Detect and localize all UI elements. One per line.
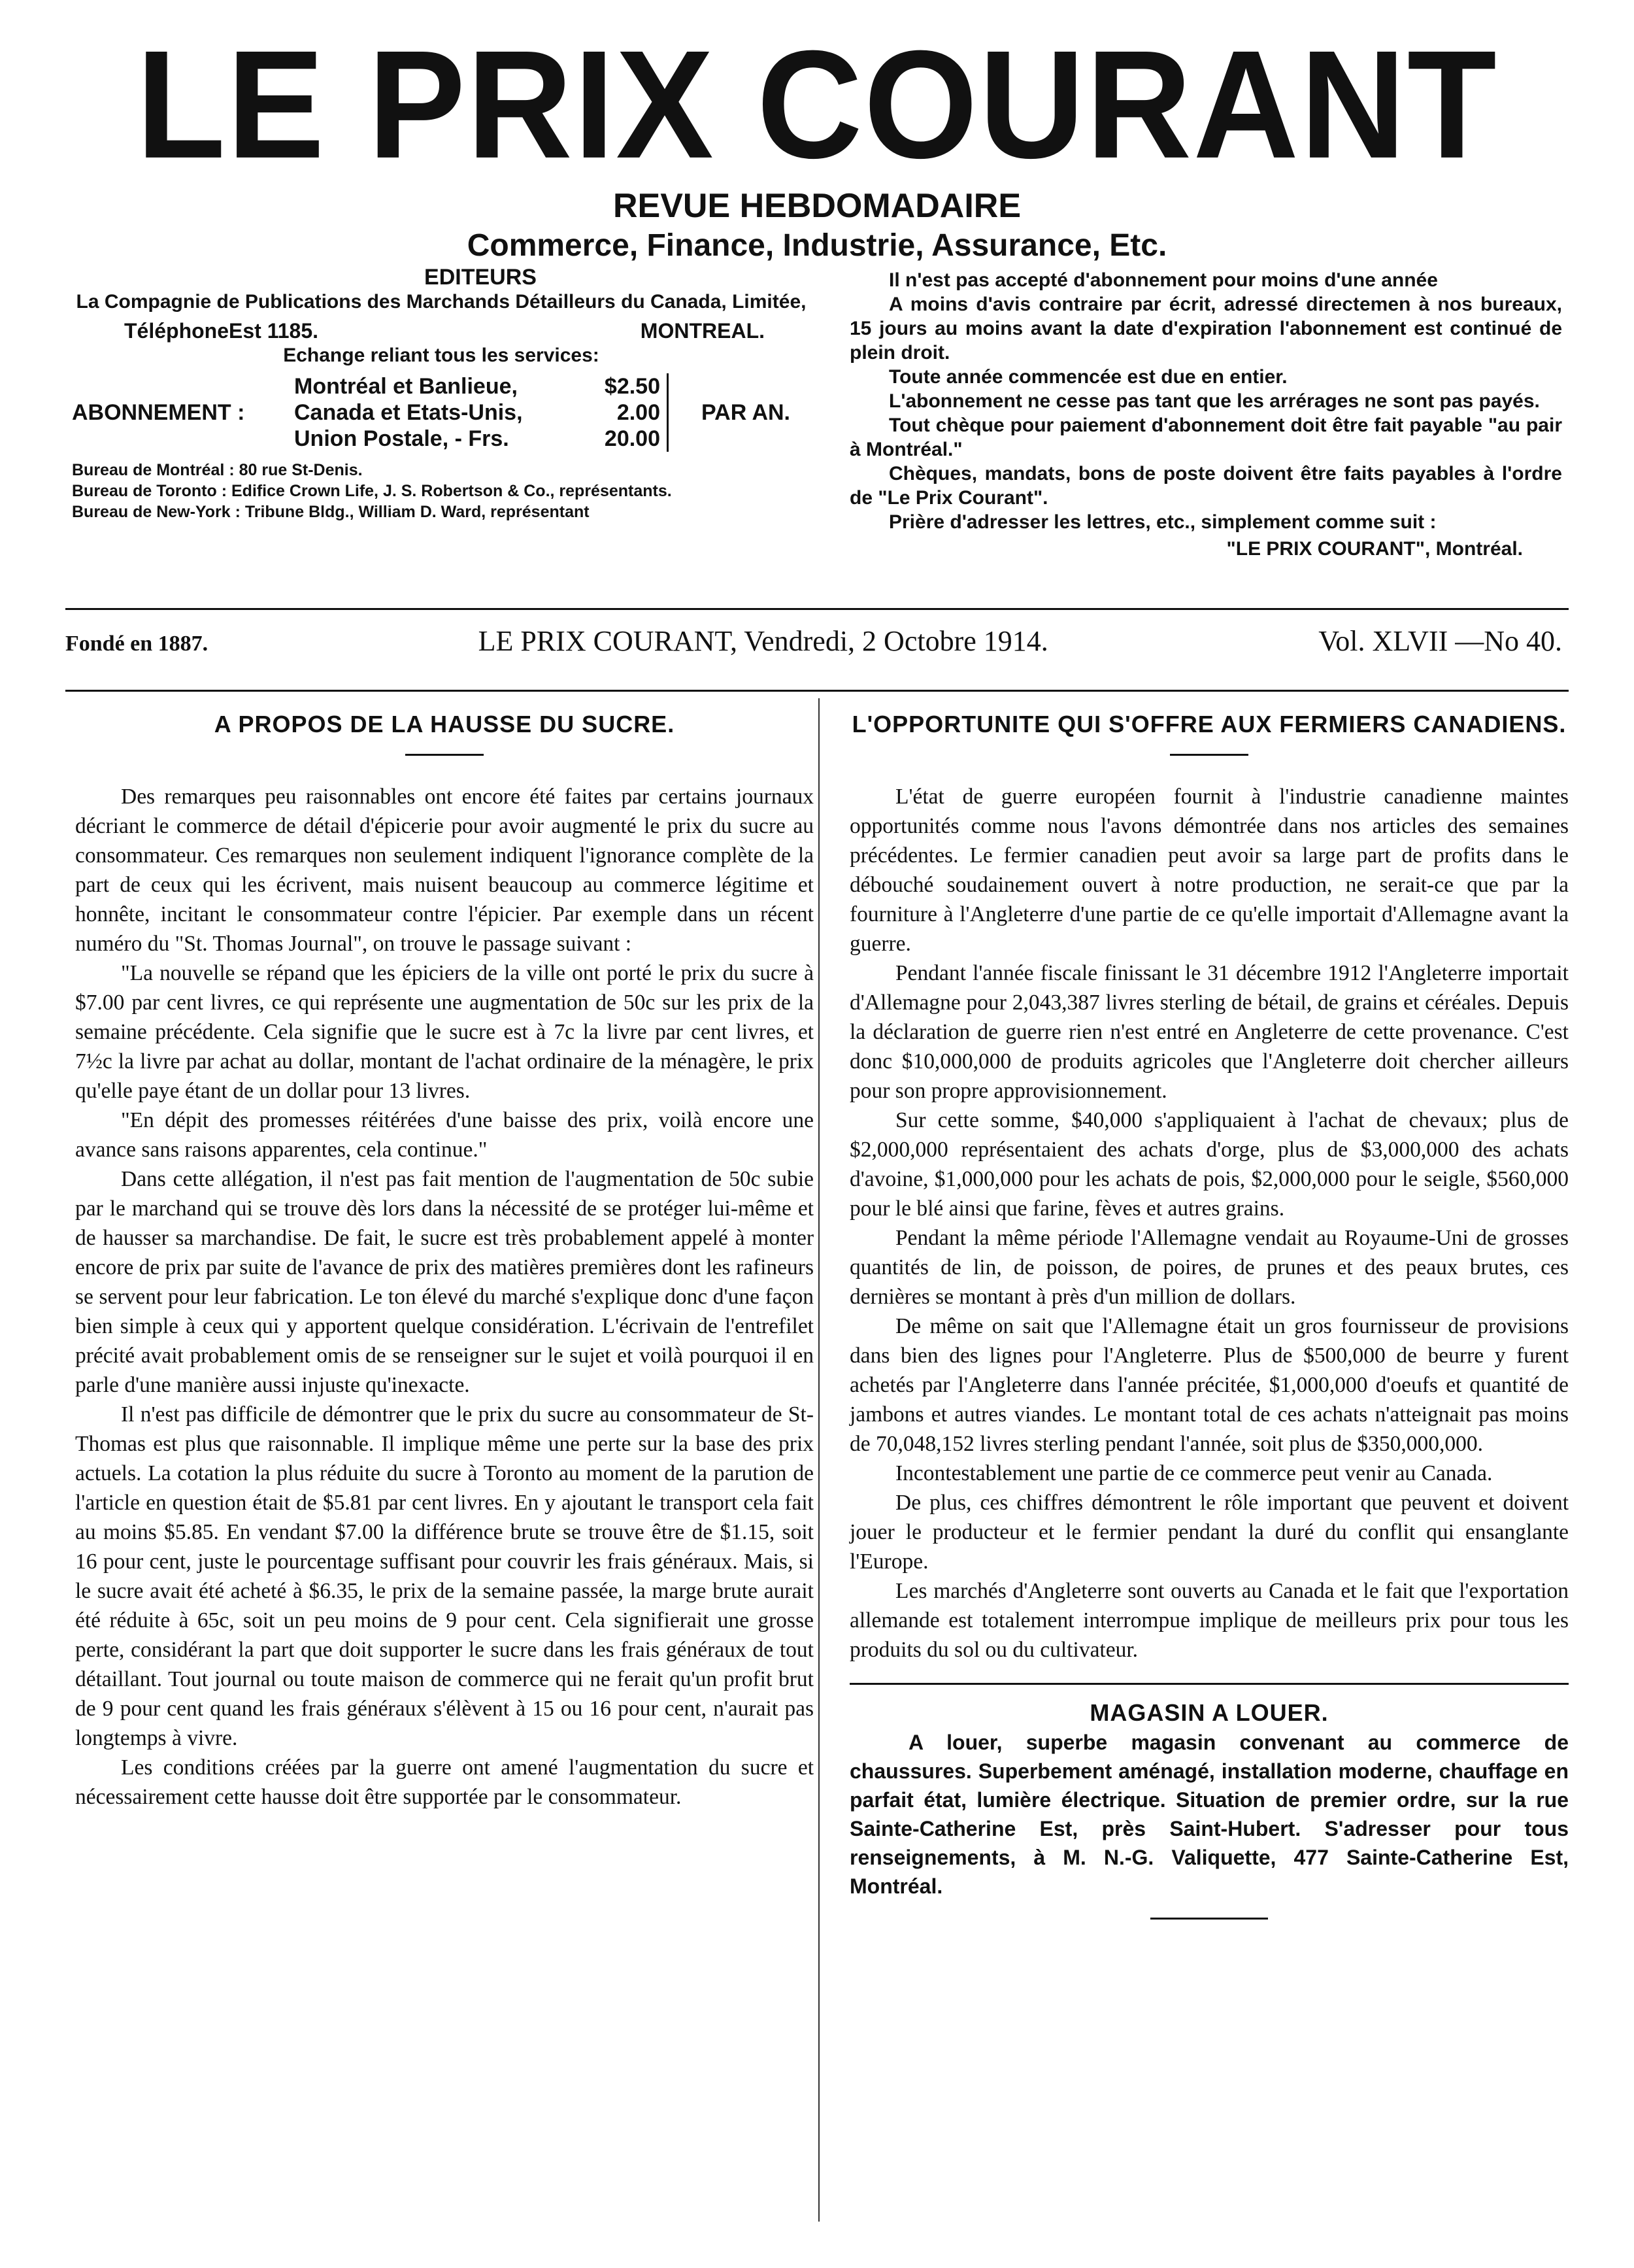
right-article [850,709,1569,1920]
terms-line: Tout chèque pour paiement d'abonnement doit être fait payable "au pair à Montréal." [850,415,1562,460]
subscription-price: 2.00 [616,400,660,425]
masthead-title: LE PRIX COURANT [136,18,1498,191]
subscription-terms [850,268,1562,561]
subscription-price: $2.50 [604,374,660,399]
article-paragraph: Pendant l'année fiscale finissant le 31 décembre 1912 l'Angleterre importait d'Allemagne pour 2,043,387 livres sterling de bétail, de grains et céréales. Depuis la déclaration de guerre rien n'est entré en Angleterre de cette provenance. C'est donc $10,000,000 de produits agricoles que l'Angleterre doit chercher ailleurs pour son propre approvisionnement. [850,961,1569,1103]
subscription-row [294,373,660,399]
left-article [75,709,814,1812]
article-title: L'OPPORTUNITE QUI S'OFFRE AUX FERMIERS CANADIENS. [852,711,1567,737]
subscription-row [294,426,660,452]
ad-body [850,1728,1569,1901]
ad-text: A louer, superbe magasin convenant au commerce de chaussures. Superbement aménagé, installation moderne, chauffage en parfait état, lumière électrique. Situation de premier ordre, sur la rue Sainte-Catherine Est, près Saint-Hubert. S'adresser pour tous renseignements, à M. N.-G. Valiquette, 477 Sainte-Catherine Est, Montréal. [850,1731,1569,1898]
publisher-exchange: Echange reliant tous les services: [283,345,599,366]
issue-date: LE PRIX COURANT, Vendredi, 2 Octobre 1914. [478,625,1048,657]
founded-date: Fondé en 1887. [65,632,208,656]
article-paragraph: Incontestablement une partie de ce commerce peut venir au Canada. [895,1461,1493,1485]
office-line: Bureau de Toronto : Edifice Crown Life, J. S. Robertson & Co., représentants. [72,482,672,500]
article-paragraph: "En dépit des promesses réitérées d'une baisse des prix, voilà encore une avance sans raisons apparentes, cela continue." [75,1108,814,1162]
article-paragraph: Il n'est pas difficile de démontrer que le prix du sucre au consommateur de St-Thomas est plus que raisonnable. Il implique même une perte sur la base des prix actuels. La cotation la plus réduite du sucre à Toronto au moment de la parution de l'article en question était de $5.81 par cent livres. En y ajoutant le transport cela fait au moins $5.85. En vendant $7.00 la différence brute se trouve être de $1.15, soit 16 pour cent, juste le pourcentage suffisant pour couvrir les frais généraux. Mais, si le sucre avait été acheté à $6.35, le prix de la semaine passée, la marge brute aurait été réduite à 65c, soit un peu moins de 9 pour cent. Cela signifierait une grosse perte, considérant la part que doit supporter le sucre dans les frais généraux de tout détaillant. Tout journal ou toute maison de commerce qui ne ferait qu'un profit brut de 9 pour cent quand les frais généraux s'élèvent à 15 ou 16 pour cent, n'aurait pas longtemps à vivre. [75,1402,814,1750]
publisher-block [72,265,810,522]
subscription-row [294,399,660,426]
dateline [65,624,1562,664]
terms-signoff: "LE PRIX COURANT", Montréal. [1226,538,1523,560]
terms-line: Toute année commencée est due en entier. [889,366,1288,388]
article-paragraph: Dans cette allégation, il n'est pas fait mention de l'augmentation de 50c subie par le marchand qui se trouve dès lors dans la nécessité de se protéger lui-même et de hausser sa marchandise. De fait, le sucre est très probablement appelé à monter encore de prix par suite de l'avance de prix des matières premières dont les rafineurs se servent pour leur fabrication. Le ton élevé du marché s'explique donc d'une façon bien simple à ceux qui y apportent quelque considération. L'écrivain de l'entrefilet précité avait probablement omis de se renseigner sur le sujet et voilà pourquoi il en parle d'une manière aussi injuste qu'inexacte. [75,1167,814,1397]
subscription-label: ABONNEMENT : [72,400,245,425]
article-paragraph: Des remarques peu raisonnables ont encore été faites par certains journaux décriant le commerce de détail d'épicerie pour avoir augmenté le prix du sucre au consommateur. Ces remarques non seulement indiquent l'ignorance complète de la part de ceux qui les écrivent, mais nuisent beaucoup au commerce légitime et honnête, incitant le consommateur contre l'épicier. Par exemple dans un récent numéro du "St. Thomas Journal", on trouve le passage suivant : [75,785,814,956]
terms-line: Prière d'adresser les lettres, etc., simplement comme suit : [889,511,1437,533]
publisher-phone: TéléphoneEst 1185. [124,319,319,343]
article-paragraph: Sur cette somme, $40,000 s'appliquaient à l'achat de chevaux; plus de $2,000,000 représentaient des achats d'orge, plus de $3,000,000 des achats d'avoine, $1,000,000 pour les achats de pois, $2,000,000 pour le seigle, $560,000 pour le blé ainsi que farine, fèves et autres grains. [850,1108,1569,1221]
masthead-subtitle: REVUE HEBDOMADAIRE [612,187,1022,225]
article-paragraph: De même on sait que l'Allemagne était un gros fournisseur de provisions dans bien des lignes pour l'Angleterre. Plus de $500,000 de beurre y furent achetés par l'Angleterre dans l'année précitée, $1,000,000 d'oeufs et quantité de jambons et autres viandes. Le montant total de ces achats n'atteignait pas moins de 70,048,152 livres sterling pendant l'année, soit plus de $350,000,000. [850,1314,1569,1456]
header-rule [65,608,1569,610]
editeurs-heading: EDITEURS [424,265,537,290]
publisher-contact [72,314,810,343]
ad-title: MAGASIN A LOUER. [1090,1699,1329,1726]
title-rule [1170,754,1248,756]
article-paragraph: Les marchés d'Angleterre sont ouverts au Canada et le fait que l'exportation allemande est totalement interrompue implique de meilleurs prix pour tous les produits du sol ou du cultivateur. [850,1579,1569,1662]
office-line: Bureau de New-York : Tribune Bldg., William D. Ward, représentant [72,503,590,521]
article-title: A PROPOS DE LA HAUSSE DU SUCRE. [214,711,675,737]
title-rule [405,754,484,756]
publisher-city: MONTREAL. [640,319,765,343]
subscription-place: Montréal et Banlieue, [294,374,518,399]
terms-line: Chèques, mandats, bons de poste doivent être faits payables à l'ordre de "Le Prix Courant". [850,463,1562,509]
article-paragraph: L'état de guerre européen fournit à l'industrie canadienne maintes opportunités comme nous l'avons démontrée dans nos articles des semaines précédentes. Le fermier canadien peut avoir sa large part de profits dans le débouché soudainement ouvert à notre production, ne serait-ce que par la fourniture à l'Angleterre d'une partie de ce qu'elle importait d'Allemagne avant la guerre. [850,785,1569,956]
dateline-rule [65,690,1569,692]
subscription-rates [294,373,669,452]
office-line: Bureau de Montréal : 80 rue St-Denis. [72,461,363,479]
masthead-tagline: Commerce, Finance, Industrie, Assurance, Etc. [467,228,1167,263]
subscription-place: Canada et Etats-Unis, [294,400,523,425]
article-paragraph: Les conditions créées par la guerre ont amené l'augmentation du sucre et nécessairement cette hausse doit être supportée par le consommateur. [75,1755,814,1809]
offices-list [72,460,810,522]
terms-line: A moins d'avis contraire par écrit, adressé directemen à nos bureaux, 15 jours au moins avant la date d'expiration l'abonnement est continué de plein droit. [850,294,1562,364]
article-paragraph: Pendant la même période l'Allemagne vendait au Royaume-Uni de grosses quantités de lin, de poisson, de poires, de prunes et des peaux brutes, ces dernières se montant à près d'un million de dollars. [850,1226,1569,1309]
subscription-period: PAR AN. [701,400,790,425]
subscription-place: Union Postale, - Frs. [294,426,509,451]
publisher-company: La Compagnie de Publications des Marchands Détailleurs du Canada, Limitée, [76,291,807,313]
subscription-table [72,373,810,452]
subscription-price: 20.00 [604,426,660,451]
ad-separator [850,1683,1569,1685]
article-paragraph: "La nouvelle se répand que les épiciers de la ville ont porté le prix du sucre à $7.00 par cent livres, ce qui représente une augmentation de 50c sur les prix de la semaine précédente. Cela signifie que le sucre est à 7c la livre par cent livres, et 7½c la livre par achat au dollar, montant de l'achat ordinaire de la ménagère, le prix qu'elle paye étant de un dollar pour 13 livres. [75,961,814,1103]
article-paragraph: De plus, ces chiffres démontrent le rôle important que peuvent et doivent jouer le producteur et le fermier pendant la duré du conflit qui ensanglante l'Europe. [850,1491,1569,1574]
volume-number: Vol. XLVII —No 40. [1318,625,1562,657]
terms-line: Il n'est pas accepté d'abonnement pour moins d'une année [889,269,1438,291]
terms-line: L'abonnement ne cesse pas tant que les arrérages ne sont pas payés. [889,390,1540,412]
ad-bottom-rule [1150,1918,1268,1920]
column-divider [818,698,820,2222]
